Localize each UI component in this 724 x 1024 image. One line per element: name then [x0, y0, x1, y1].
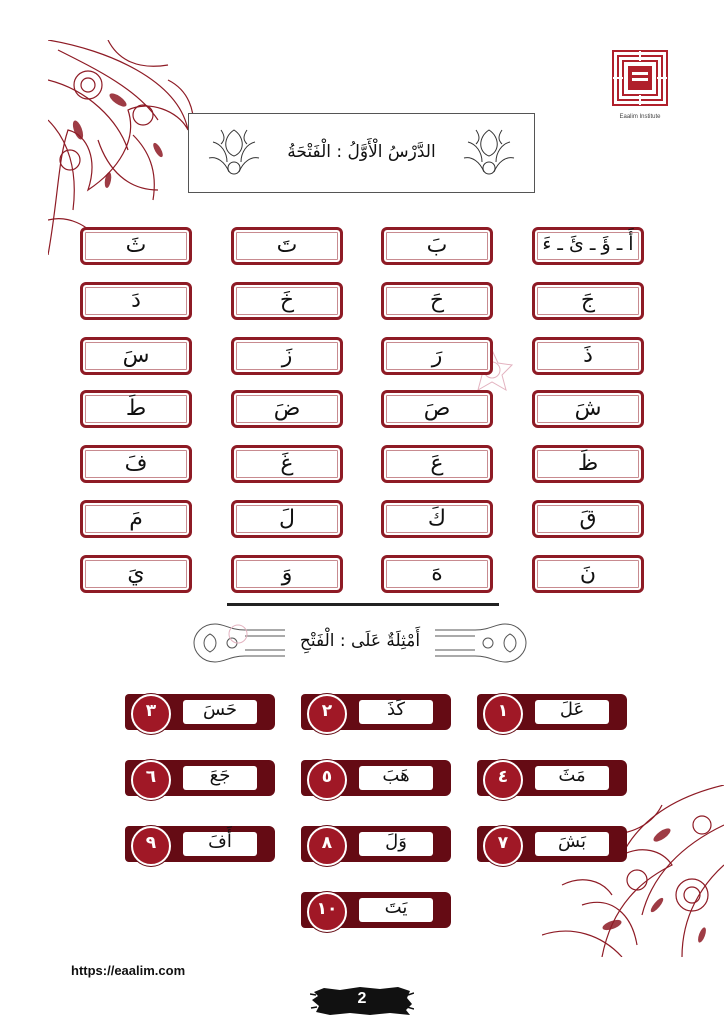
letter-card [231, 337, 343, 375]
letter-text: يَ [127, 561, 145, 586]
ornament-right-icon [435, 620, 530, 666]
letter-card [80, 500, 192, 538]
letter-text: ثَ [125, 233, 147, 258]
example-item [301, 892, 451, 934]
letter-text: ضَ [273, 396, 301, 421]
letter-text: كَ [427, 506, 447, 531]
letter-card [80, 445, 192, 483]
letter-card [532, 227, 644, 265]
letter-card [80, 282, 192, 320]
example-word: وَلَ [385, 831, 407, 852]
logo-caption: Eaalim Institute [619, 114, 661, 120]
letter-text: ظَ [577, 451, 599, 476]
letter-card [80, 337, 192, 375]
example-word: مَثَ [558, 765, 586, 786]
example-word: أَفَ [208, 831, 232, 852]
letter-card [381, 337, 493, 375]
letter-text: قَ [579, 506, 597, 531]
examples-header [190, 616, 530, 670]
example-number: ٩ [145, 833, 157, 853]
letter-text: صَ [423, 396, 451, 421]
letter-text: فَ [124, 451, 148, 476]
example-number: ٨ [321, 833, 333, 853]
letter-card [231, 282, 343, 320]
letter-card [532, 500, 644, 538]
letter-text: رَ [431, 343, 443, 368]
institute-logo [612, 50, 668, 106]
letter-card [381, 500, 493, 538]
page-number: 2 [357, 990, 367, 1007]
letter-card [231, 227, 343, 265]
letter-card [532, 282, 644, 320]
letter-text: شَ [574, 396, 602, 421]
example-number: ٧ [497, 833, 509, 853]
letter-text: مَ [129, 506, 143, 531]
letter-text: زَ [281, 343, 293, 368]
letter-grid [80, 227, 644, 595]
ornament-left-icon [190, 620, 285, 666]
website-link[interactable]: https://eaalim.com [71, 963, 186, 978]
example-number: ٤ [497, 767, 509, 787]
page-number-badge [310, 986, 414, 1016]
example-word: بَشَ [558, 831, 586, 852]
letter-text: هَ [431, 561, 443, 586]
letter-card [231, 445, 343, 483]
letter-card [381, 282, 493, 320]
letter-text: غَ [280, 451, 294, 476]
example-item [125, 694, 275, 736]
letter-text: نَ [579, 561, 597, 586]
example-number: ١ [497, 701, 509, 721]
example-word: جَعَ [209, 765, 231, 786]
example-item [125, 826, 275, 868]
letter-text: دَ [131, 288, 141, 313]
letter-text: حَ [429, 288, 445, 313]
lesson-title-box [188, 113, 535, 193]
example-word: هَبَ [382, 765, 410, 786]
letter-text: وَ [281, 561, 293, 586]
example-word: كَذَ [386, 699, 406, 720]
letter-card [231, 390, 343, 428]
letter-card [381, 445, 493, 483]
letter-card [532, 337, 644, 375]
example-word: يَتَ [384, 897, 408, 918]
letter-card [532, 555, 644, 593]
letter-text: لَ [279, 506, 295, 531]
letter-text: أَ ـ ؤَ ـ ئَ ـ ءَ [542, 233, 634, 255]
example-item [477, 826, 627, 868]
letter-card [231, 500, 343, 538]
letter-card [381, 390, 493, 428]
letter-card [381, 227, 493, 265]
letter-card [80, 227, 192, 265]
example-item [301, 694, 451, 736]
mandala-ornament-top-left [48, 40, 198, 255]
letter-card [80, 555, 192, 593]
letter-text: بَ [426, 233, 448, 258]
example-word: عَلَ [559, 699, 585, 720]
letter-card [80, 390, 192, 428]
example-item [477, 760, 627, 802]
example-number: ٢ [321, 701, 333, 721]
floral-ornament-right [458, 122, 520, 184]
letter-text: خَ [279, 288, 295, 313]
letter-card [532, 390, 644, 428]
letter-card [532, 445, 644, 483]
section-divider [227, 603, 499, 606]
example-item [477, 694, 627, 736]
examples-title: أَمْثِلَةٌ عَلَى : الْفَتْحِ [299, 631, 421, 651]
example-item [125, 760, 275, 802]
example-number: ١٠ [316, 899, 338, 919]
example-word: حَسَ [202, 699, 238, 720]
letter-card [381, 555, 493, 593]
letter-text: عَ [430, 451, 444, 476]
example-item [301, 760, 451, 802]
letter-card [231, 555, 343, 593]
lesson-title: الدَّرْسُ الْأَوَّلُ : الْفَتْحَةُ [287, 142, 436, 162]
example-number: ٥ [321, 767, 333, 787]
letter-text: سَ [122, 343, 150, 368]
letter-text: طَ [125, 396, 147, 421]
example-item [301, 826, 451, 868]
letter-text: ذَ [583, 343, 593, 368]
letter-text: تَ [276, 233, 298, 258]
example-number: ٦ [145, 767, 157, 787]
example-number: ٣ [145, 701, 157, 721]
letter-text: جَ [580, 288, 596, 313]
mandala-ornament-bottom-right [542, 785, 724, 957]
